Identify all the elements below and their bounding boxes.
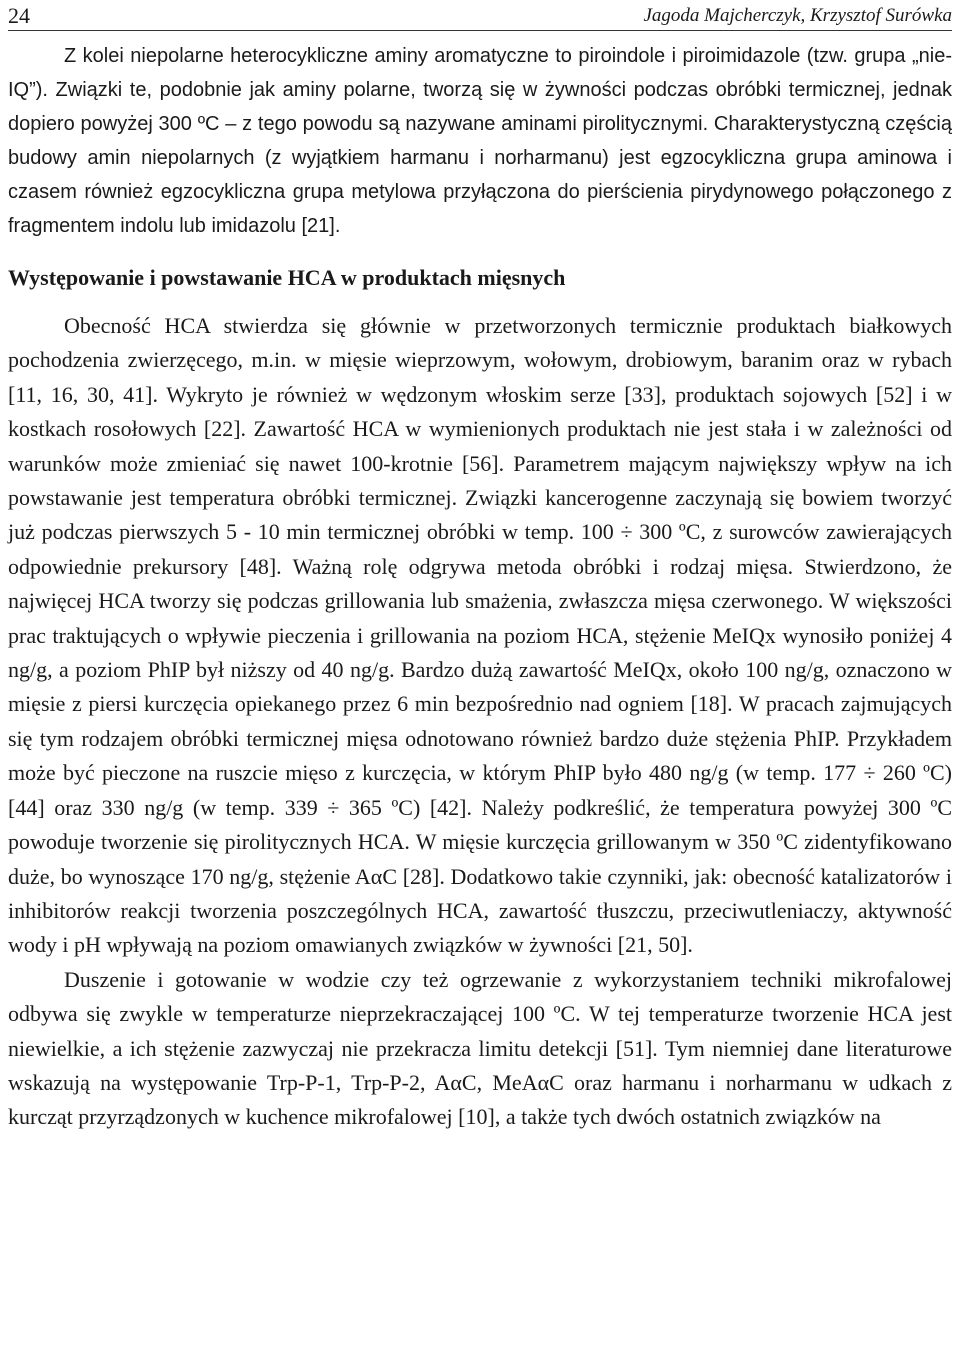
section-heading: Występowanie i powstawanie HCA w produktach mięsnych [8, 265, 566, 290]
body-paragraph: Obecność HCA stwierdza się głównie w przetworzonych termicznie produktach białkowych pochodzenia zwierzęcego, m.in. w mięsie wieprzowym, wołowym, drobiowym, baranim oraz w rybach [11, 16, 30, 41]. Wykryto je również w wędzonym włoskim serze [33], produktach sojowych [52] i w kostkach rosołowych [22]. Zawartość HCA w wymienionych produktach nie jest stała i w zależności od warunków może zmieniać się nawet 100-krotnie [56]. Parametrem mającym największy wpływ na ich powstawanie jest temperatura obróbki termicznej. Związki kancerogenne zaczynają się bowiem tworzyć już podczas pierwszych 5 - 10 min termicznej obróbki w temp. 100 ÷ 300 ºC, z surowców zawierających odpowiednie prekursory [48]. Ważną rolę odgrywa metoda obróbki i rodzaj mięsa. Stwierdzono, że najwięcej HCA tworzy się podczas grillowania lub smażenia, zwłaszcza mięsa czerwonego. W większości prac traktujących o wpływie pieczenia i grillowania na poziom HCA, stężenie MeIQx wynosiło poniżej 4 ng/g, a poziom PhIP był niższy od 40 ng/g. Bardzo dużą zawartość MeIQx, około 100 ng/g, oznaczono w mięsie z piersi kurczęcia opiekanego przez 6 min bezpośrednio nad ogniem [18]. W pracach zajmujących się tym rodzajem obróbki termicznej mięsa odnotowano również bardzo duże stężenia PhIP. Przykładem może być pieczone na ruszcie mięso z kurczęcia, w którym PhIP było 480 ng/g (w temp. 177 ÷ 260 ºC) [44] oraz 330 ng/g (w temp. 339 ÷ 365 ºC) [42]. Należy podkreślić, że temperatura powyżej 300 ºC powoduje tworzenie się pirolitycznych HCA. W mięsie kurczęcia grillowanym w 350 ºC zidentyfikowano duże, bo wynoszące 170 ng/g, stężenie AαC [28]. Dodatkowo takie czynniki, jak: obecność katalizatorów i inhibitorów reakcji tworzenia poszczególnych HCA, zawartość tłuszczu, przeciwutleniaczy, aktywność wody i pH wpływają na poziom omawianych związków w żywności [21, 50]. [8, 313, 952, 958]
page-number: 24 [8, 3, 30, 28]
body-paragraph: Duszenie i gotowanie w wodzie czy też ogrzewanie z wykorzystaniem techniki mikrofalowej odbywa się zwykle w temperaturze nieprzekraczającej 100 ºC. W tej temperaturze tworzenie HCA jest niewielkie, a ich stężenie zazwyczaj nie przekracza limitu detekcji [51]. Tym niemniej dane literaturowe wskazują na występowanie Trp-P-1, Trp-P-2, AαC, MeAαC oraz harmanu i norharmanu w udkach z kurcząt przyrządzonych w kuchence mikrofalowej [10], a także tych dwóch ostatnich związków na [8, 966, 952, 1130]
page-header [8, 2, 952, 31]
page-body [8, 39, 952, 1135]
running-head-authors: Jagoda Majcherczyk, Krzysztof Surówka [643, 5, 952, 26]
body-paragraph: Z kolei niepolarne heterocykliczne aminy aromatyczne to piroindole i piroimidazole (tzw. grupa „nie-IQ”). Związki te, podobnie jak aminy polarne, tworzą się w żywności podczas obróbki termicznej, jednak dopiero powyżej 300 ºC – z tego powodu są nazywane aminami pirolitycznymi. Charakterystyczną częścią budowy amin niepolarnych (z wyjątkiem harmanu i norharmanu) jest egzocykliczna grupa aminowa i czasem również egzocykliczna grupa metylowa przyłączona do pierścienia pirydynowego połączonego z fragmentem indolu lub imidazolu [21]. [8, 45, 952, 237]
